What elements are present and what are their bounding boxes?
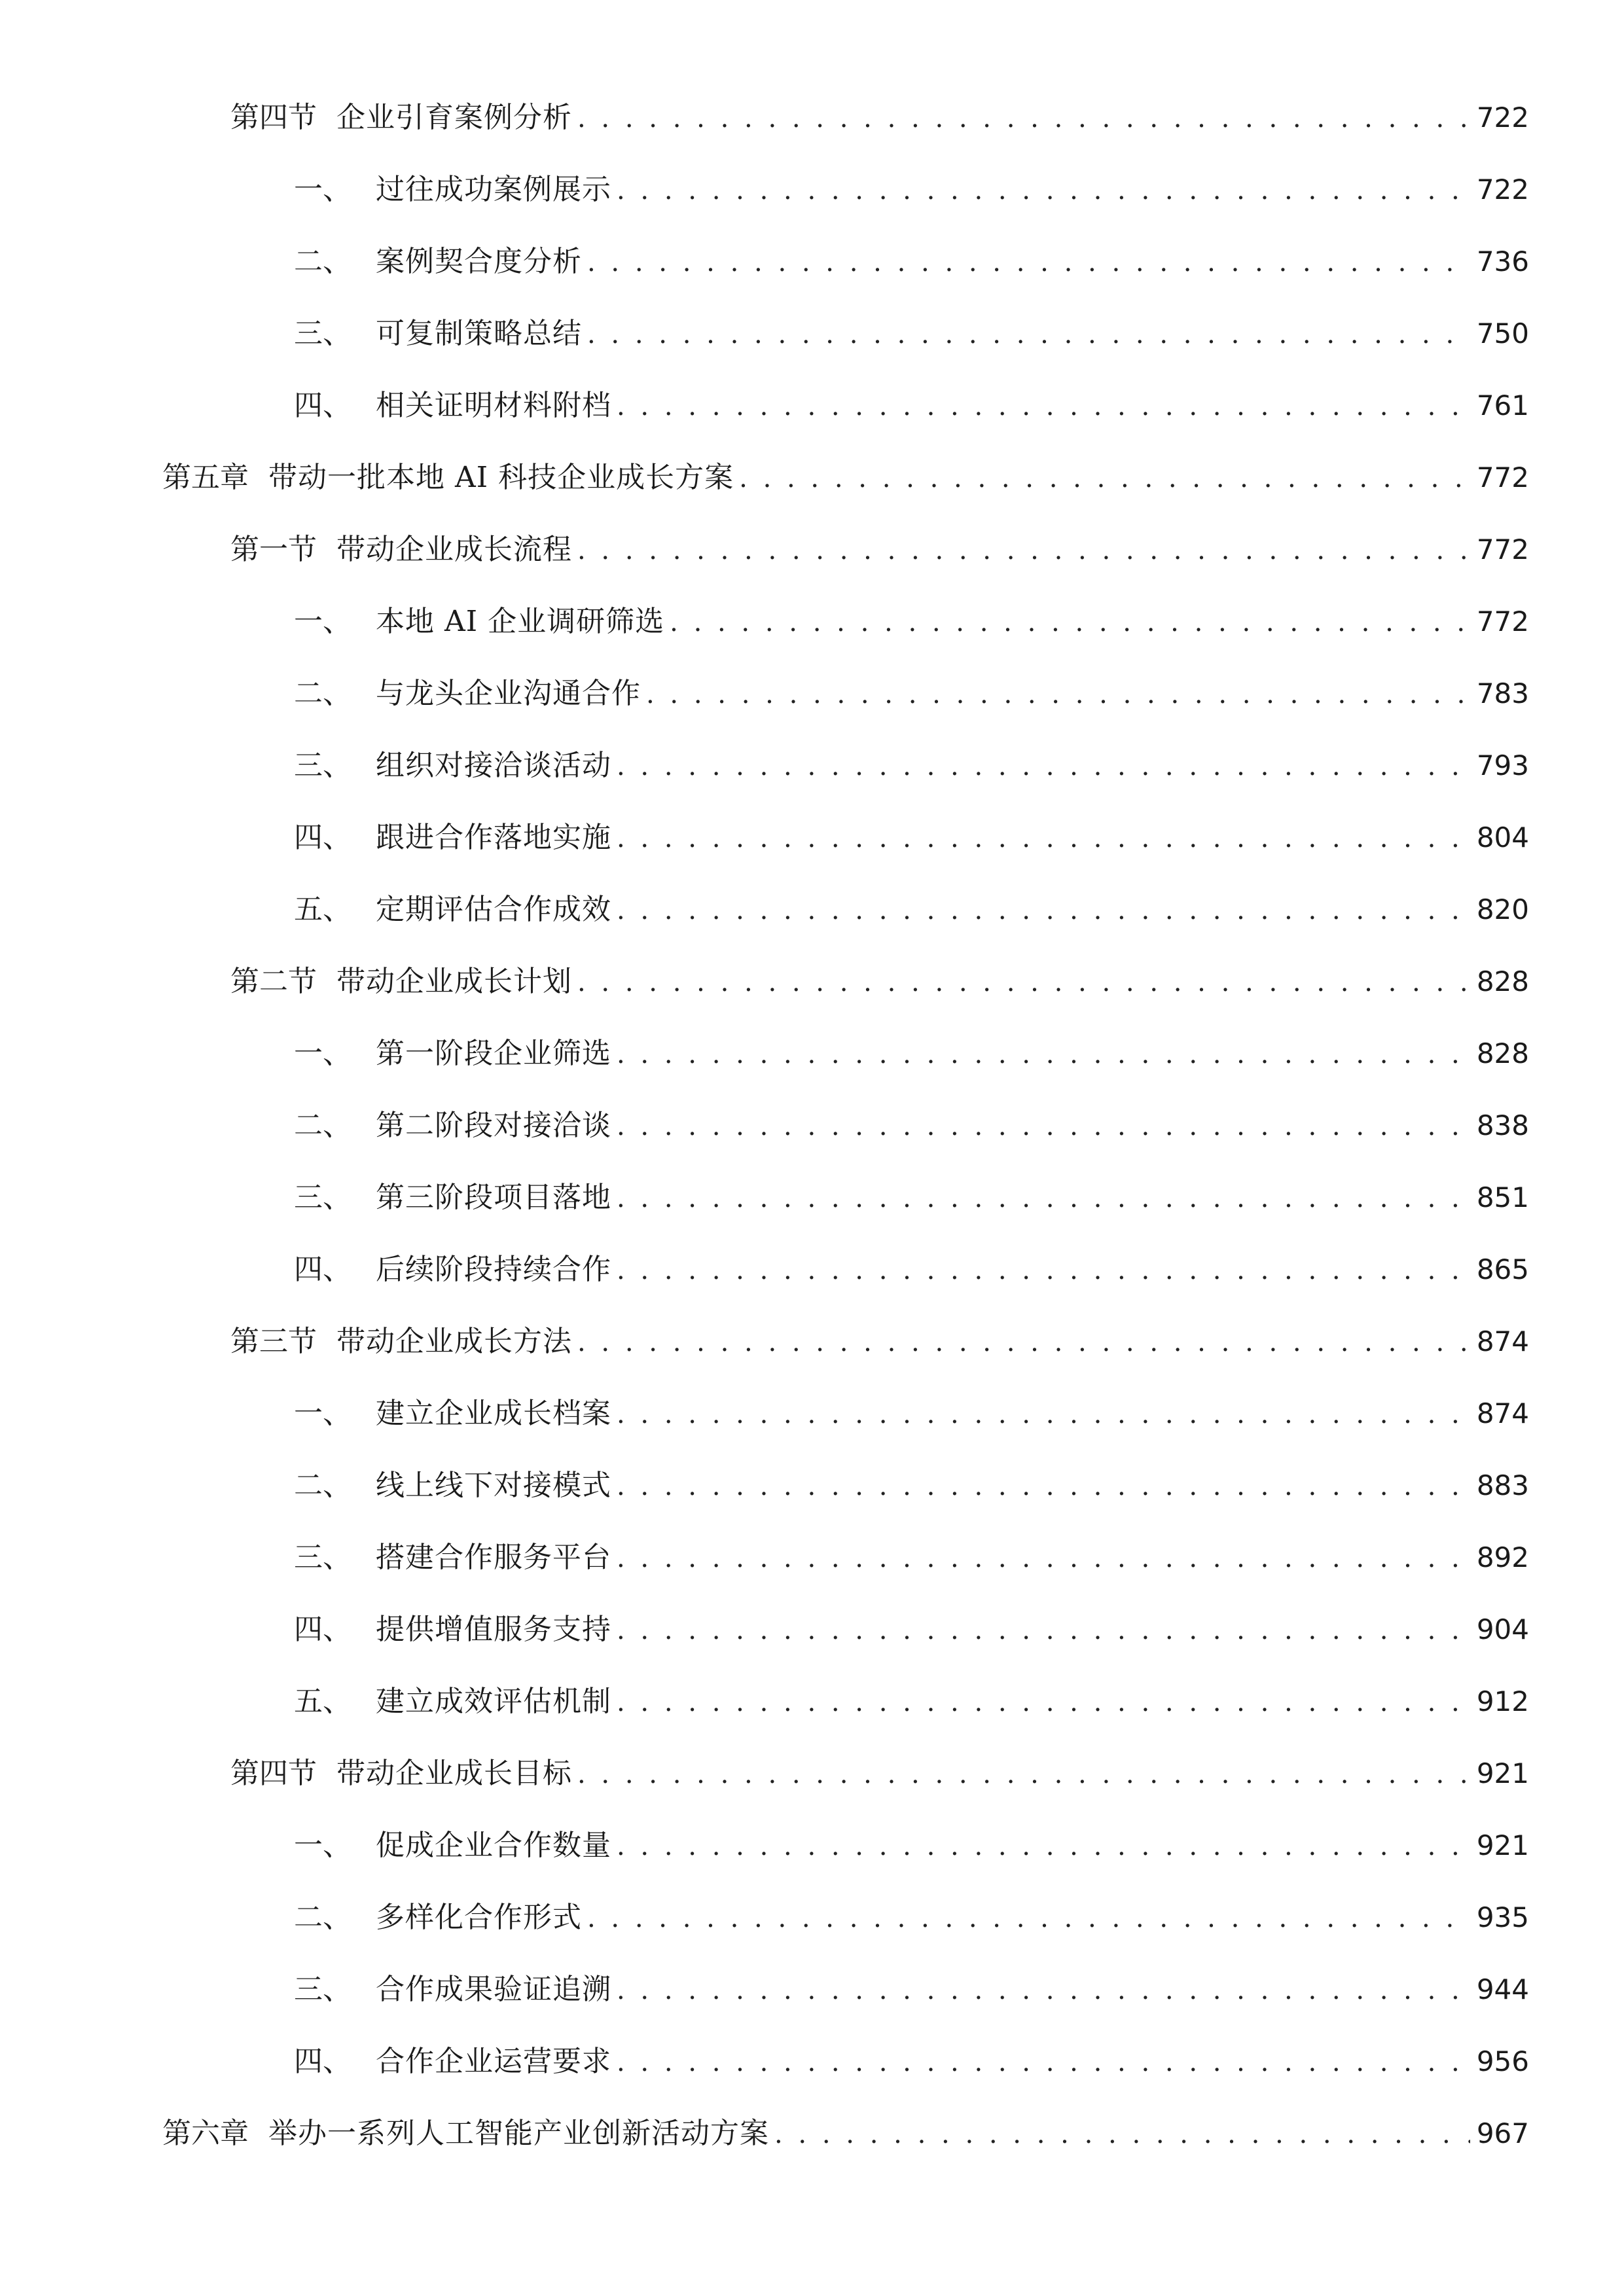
toc-page-number: 838 <box>1476 1109 1529 1141</box>
toc-leader-dots <box>617 1103 1470 1149</box>
toc-entry[interactable] <box>230 959 1529 1005</box>
toc-entry[interactable] <box>294 1823 1529 1869</box>
toc-title: 促成企业合作数量 <box>376 1829 611 1862</box>
toc-number: 第一节 <box>230 533 317 566</box>
toc-title: 带动企业成长目标 <box>336 1757 572 1790</box>
toc-entry[interactable] <box>294 1607 1529 1653</box>
toc-leader-dots <box>577 1751 1470 1797</box>
toc-title: 带动企业成长方法 <box>336 1325 572 1358</box>
toc-entry[interactable] <box>294 1967 1529 2013</box>
toc-entry[interactable] <box>294 1175 1529 1221</box>
toc-page-number: 783 <box>1476 677 1529 709</box>
toc-entry[interactable] <box>294 1895 1529 1941</box>
toc-number: 四、 <box>294 389 352 422</box>
toc-entry[interactable] <box>294 1247 1529 1293</box>
toc-title: 带动一批本地 AI 科技企业成长方案 <box>268 461 734 494</box>
toc-number: 二、 <box>294 1109 352 1142</box>
toc-entry[interactable] <box>230 1319 1529 1365</box>
toc-number: 一、 <box>294 1397 352 1430</box>
toc-page-number: 750 <box>1476 317 1529 350</box>
toc-leader-dots <box>617 1607 1470 1653</box>
toc-page-number: 820 <box>1476 893 1529 925</box>
toc-entry[interactable] <box>294 743 1529 789</box>
toc-page-number: 851 <box>1476 1181 1529 1213</box>
toc-title: 企业引育案例分析 <box>336 101 572 134</box>
toc-entry[interactable] <box>294 1031 1529 1077</box>
toc-leader-dots <box>617 1175 1470 1221</box>
toc-number: 二、 <box>294 1901 352 1934</box>
toc-leader-dots <box>577 1319 1470 1365</box>
toc-entry[interactable] <box>294 239 1529 285</box>
toc-title: 带动企业成长计划 <box>336 965 572 998</box>
toc-number: 三、 <box>294 749 352 782</box>
toc-title: 合作成果验证追溯 <box>376 1973 611 2006</box>
toc-title: 过往成功案例展示 <box>376 173 611 206</box>
toc-number: 一、 <box>294 1829 352 1862</box>
toc-entry[interactable] <box>294 599 1529 645</box>
toc-number: 三、 <box>294 317 352 350</box>
toc-leader-dots <box>617 1967 1470 2013</box>
toc-number: 第三节 <box>230 1325 317 1358</box>
toc-leader-dots <box>617 1823 1470 1869</box>
toc-page-number: 912 <box>1476 1685 1529 1717</box>
toc-entry[interactable] <box>162 2111 1529 2157</box>
toc-title: 合作企业运营要求 <box>376 2045 611 2078</box>
toc-leader-dots <box>617 1247 1470 1293</box>
toc-leader-dots <box>617 168 1470 213</box>
toc-page-number: 772 <box>1476 461 1529 493</box>
toc-page-number: 828 <box>1476 965 1529 997</box>
toc-page-number: 828 <box>1476 1037 1529 1069</box>
toc-page-number: 865 <box>1476 1253 1529 1285</box>
toc-leader-dots <box>646 672 1470 717</box>
toc-number: 四、 <box>294 2045 352 2078</box>
toc-page-number: 722 <box>1476 101 1529 134</box>
toc-number: 三、 <box>294 1181 352 1214</box>
toc-number: 五、 <box>294 1685 352 1718</box>
toc-page-number: 921 <box>1476 1829 1529 1861</box>
toc-title: 带动企业成长流程 <box>336 533 572 566</box>
toc-number: 第四节 <box>230 1757 317 1790</box>
toc-leader-dots <box>670 600 1470 645</box>
toc-number: 一、 <box>294 1037 352 1070</box>
toc-number: 四、 <box>294 1613 352 1646</box>
toc-page-number: 804 <box>1476 821 1529 853</box>
toc-title: 搭建合作服务平台 <box>376 1541 611 1574</box>
toc-title: 可复制策略总结 <box>376 317 582 350</box>
toc-title: 案例契合度分析 <box>376 245 582 278</box>
toc-page-number: 921 <box>1476 1757 1529 1789</box>
toc-entry[interactable] <box>294 1103 1529 1149</box>
toc-number: 第二节 <box>230 965 317 998</box>
toc-leader-dots <box>774 2111 1470 2157</box>
toc-leader-dots <box>587 240 1470 285</box>
toc-number: 第四节 <box>230 101 317 134</box>
toc-page-number: 967 <box>1476 2117 1529 2149</box>
toc-leader-dots <box>617 888 1470 933</box>
toc-leader-dots <box>577 528 1470 573</box>
toc-entry[interactable] <box>294 1535 1529 1581</box>
toc-title: 第二阶段对接洽谈 <box>376 1109 611 1142</box>
toc-title: 线上线下对接模式 <box>376 1469 611 1502</box>
toc-entry[interactable] <box>294 383 1529 429</box>
toc-number: 第六章 <box>162 2117 249 2150</box>
toc-title: 提供增值服务支持 <box>376 1613 611 1646</box>
toc-page-number: 904 <box>1476 1613 1529 1645</box>
toc-title: 多样化合作形式 <box>376 1901 582 1934</box>
toc-leader-dots <box>617 1679 1470 1725</box>
toc-title: 第三阶段项目落地 <box>376 1181 611 1214</box>
toc-leader-dots <box>617 744 1470 789</box>
toc-page-number: 874 <box>1476 1325 1529 1357</box>
toc-leader-dots <box>577 96 1470 141</box>
toc-number: 五、 <box>294 893 352 926</box>
toc-entry[interactable] <box>294 2039 1529 2085</box>
toc-leader-dots <box>617 816 1470 861</box>
toc-page-number: 761 <box>1476 389 1529 422</box>
toc-page-number: 793 <box>1476 749 1529 781</box>
toc-leader-dots <box>617 2039 1470 2085</box>
toc-entry[interactable] <box>294 1463 1529 1509</box>
toc-page-number: 736 <box>1476 245 1529 278</box>
toc-leader-dots <box>577 960 1470 1005</box>
toc-title: 与龙头企业沟通合作 <box>376 677 641 710</box>
toc-entry[interactable] <box>294 815 1529 861</box>
toc-entry[interactable] <box>294 671 1529 717</box>
toc-number: 二、 <box>294 1469 352 1502</box>
toc-page-number: 944 <box>1476 1973 1529 2005</box>
toc-number: 第五章 <box>162 461 249 494</box>
toc-number: 三、 <box>294 1973 352 2006</box>
toc-number: 三、 <box>294 1541 352 1574</box>
toc-number: 四、 <box>294 1253 352 1286</box>
toc-entry[interactable] <box>230 1751 1529 1797</box>
toc-leader-dots <box>587 312 1470 357</box>
toc-page-number: 874 <box>1476 1397 1529 1429</box>
toc-leader-dots <box>617 1535 1470 1581</box>
toc-entry[interactable] <box>162 455 1529 501</box>
toc-page-number: 772 <box>1476 533 1529 565</box>
toc-page-number: 956 <box>1476 2045 1529 2077</box>
toc-page-number: 883 <box>1476 1469 1529 1501</box>
toc-page-number: 722 <box>1476 173 1529 206</box>
toc-leader-dots <box>617 1031 1470 1077</box>
toc-page-number: 935 <box>1476 1901 1529 1933</box>
toc-number: 一、 <box>294 173 352 206</box>
toc-leader-dots <box>587 1895 1470 1941</box>
toc-leader-dots <box>617 384 1470 429</box>
toc-title: 跟进合作落地实施 <box>376 821 611 854</box>
toc-title: 举办一系列人工智能产业创新活动方案 <box>268 2117 769 2150</box>
toc-title: 相关证明材料附档 <box>376 389 611 422</box>
toc-entry[interactable] <box>230 527 1529 573</box>
toc-page-number: 772 <box>1476 605 1529 637</box>
toc-number: 二、 <box>294 245 352 278</box>
toc-leader-dots <box>617 1391 1470 1437</box>
toc-entry[interactable] <box>294 1391 1529 1437</box>
toc-title: 第一阶段企业筛选 <box>376 1037 611 1070</box>
toc-page-number: 892 <box>1476 1541 1529 1573</box>
toc-title: 建立企业成长档案 <box>376 1397 611 1430</box>
toc-entry[interactable] <box>294 1679 1529 1725</box>
toc-leader-dots <box>739 456 1470 501</box>
toc-title: 定期评估合作成效 <box>376 893 611 926</box>
toc-title: 本地 AI 企业调研筛选 <box>376 605 665 638</box>
toc-entry[interactable] <box>294 167 1529 213</box>
toc-leader-dots <box>617 1463 1470 1509</box>
toc-title: 建立成效评估机制 <box>376 1685 611 1718</box>
toc-entry[interactable] <box>294 887 1529 933</box>
toc-number: 四、 <box>294 821 352 854</box>
toc-number: 二、 <box>294 677 352 710</box>
toc-number: 一、 <box>294 605 352 638</box>
toc-entry[interactable] <box>230 95 1529 141</box>
toc-entry[interactable] <box>294 311 1529 357</box>
toc-title: 后续阶段持续合作 <box>376 1253 611 1286</box>
toc-title: 组织对接洽谈活动 <box>376 749 611 782</box>
